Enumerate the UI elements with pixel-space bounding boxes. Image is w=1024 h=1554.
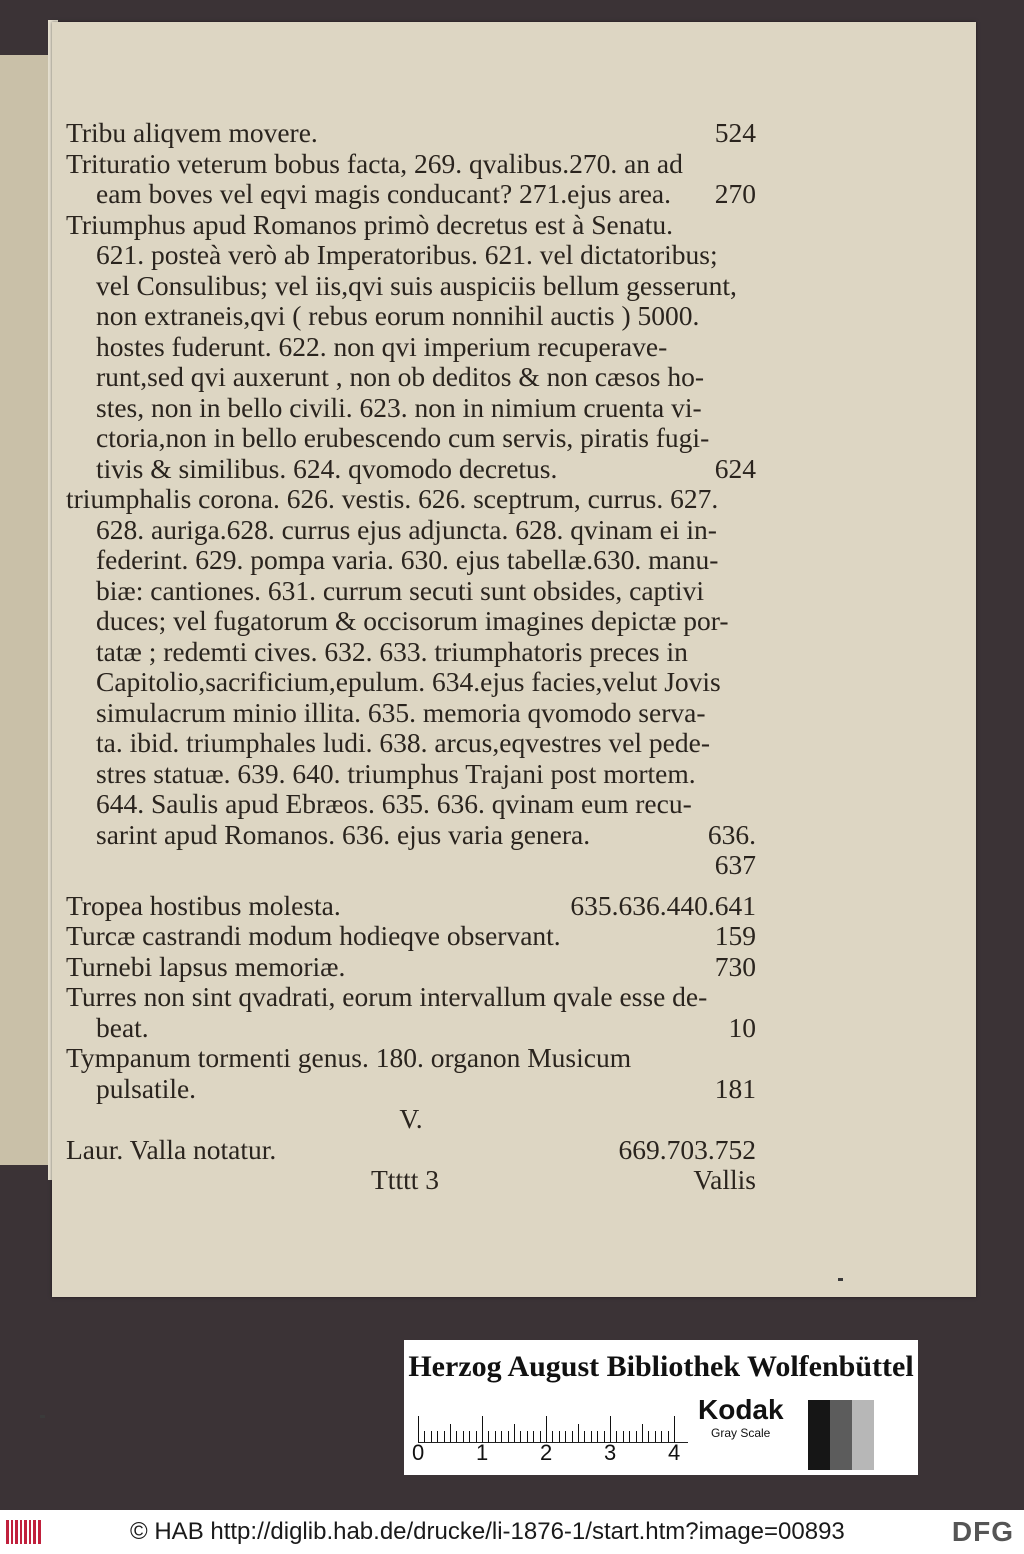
ruler-tick	[597, 1431, 598, 1442]
index-entry-text: tatæ ; redemti cives. 632. 633. triumphatoris preces in	[96, 635, 688, 667]
ruler-tick	[514, 1424, 515, 1442]
index-line	[66, 698, 756, 729]
index-line	[66, 240, 756, 271]
index-entry-text: stes, non in bello civili. 623. non in nimium cruenta vi-	[96, 391, 702, 423]
index-entry-text: Turres non sint qvadrati, eorum intervallum qvale esse de-	[66, 981, 708, 1012]
ruler-number: 3	[604, 1440, 617, 1465]
page-reference: 524	[714, 117, 756, 148]
index-text	[66, 118, 756, 1196]
index-line	[66, 1013, 756, 1044]
ruler-tick	[552, 1431, 553, 1442]
index-line	[66, 118, 756, 149]
paper-speck	[838, 1278, 843, 1281]
index-line	[66, 332, 756, 363]
index-line	[66, 1043, 756, 1074]
index-entry-text: Turcæ castrandi modum hodieqve observant.	[66, 920, 561, 951]
ruler-tick	[456, 1431, 457, 1442]
institution-name: Herzog August Bibliothek Wolfenbüttel	[408, 1350, 914, 1383]
ruler-tick	[648, 1431, 649, 1442]
index-line	[66, 301, 756, 332]
index-entry-text: 628. auriga.628. currus ejus adjuncta. 628. qvinam ei in-	[96, 513, 717, 545]
index-entry-text: ctoria,non in bello erubescendo cum servis, piratis fugi-	[96, 422, 710, 453]
page-reference: 624	[714, 452, 756, 484]
barcode-icon	[6, 1518, 44, 1546]
index-entry-text: vel Consulibus; vel iis,qvi suis auspiciis bellum gesserunt,	[96, 269, 737, 301]
paper-speck	[40, 1415, 45, 1418]
index-line	[66, 393, 756, 424]
ruler-tick	[444, 1431, 445, 1442]
index-line	[66, 423, 756, 454]
ruler-tick	[559, 1431, 560, 1442]
ruler	[418, 1402, 688, 1443]
ruler-tick	[642, 1424, 643, 1442]
ruler-tick	[533, 1431, 534, 1442]
index-entry-text: beat.	[96, 1011, 149, 1043]
book-page	[52, 22, 976, 1297]
ruler-tick	[450, 1424, 451, 1442]
ruler-tick	[674, 1416, 675, 1442]
ruler-tick	[584, 1431, 585, 1442]
index-entry-text: ta. ibid. triumphales ludi. 638. arcus,eqvestres vel pede-	[96, 727, 710, 758]
index-line	[66, 891, 756, 922]
page-reference: 636.	[707, 818, 756, 850]
index-entry-text: tivis & similibus. 624. qvomodo decretus.	[96, 452, 558, 484]
signature-line	[66, 1165, 756, 1196]
kodak-logo: Kodak	[698, 1394, 784, 1425]
ruler-number: 2	[540, 1440, 553, 1465]
index-entry-text: pulsatile.	[96, 1072, 197, 1104]
ruler-tick	[495, 1431, 496, 1442]
index-entry-text: triumphalis corona. 626. vestis. 626. sceptrum, currus. 627.	[66, 483, 719, 514]
ruler-tick	[527, 1431, 528, 1442]
index-line	[66, 362, 756, 393]
index-entry-text: 621. posteà verò ab Imperatoribus. 621. vel dictatoribus;	[96, 239, 718, 270]
ruler-tick	[572, 1431, 573, 1442]
index-entry-text: Trituratio veterum bobus facta, 269. qvalibus.270. an ad	[66, 147, 683, 179]
ruler-tick	[488, 1431, 489, 1442]
index-entry-text: eam boves vel eqvi magis conducant? 271.ejus area.	[96, 178, 672, 209]
index-line	[66, 667, 756, 698]
index-entry-text: Tropea hostibus molesta.	[66, 889, 341, 921]
index-line	[66, 921, 756, 952]
ruler-number: 1	[476, 1440, 489, 1465]
index-entry-text: runt,sed qvi auxerunt , non ob deditos & non cæsos ho-	[96, 361, 704, 392]
gray-swatch	[874, 1400, 896, 1470]
ruler-tick	[546, 1416, 547, 1442]
index-line	[66, 637, 756, 668]
source-url-link[interactable]: © HAB http://diglib.hab.de/drucke/li-1876-1/start.htm?image=00893	[130, 1518, 845, 1545]
index-entry-text: hostes fuderunt. 622. non qvi imperium recuperave-	[96, 330, 668, 362]
ruler-tick	[520, 1431, 521, 1442]
ruler-tick	[463, 1431, 464, 1442]
index-line	[66, 759, 756, 790]
page-reference: 270	[714, 178, 756, 209]
ruler-number: 0	[412, 1440, 425, 1465]
index-entry-text: Tribu aliqvem movere.	[66, 117, 318, 148]
gray-swatch	[808, 1400, 830, 1470]
catchword: Vallis	[693, 1164, 756, 1195]
index-line	[66, 728, 756, 759]
ruler-tick	[431, 1431, 432, 1442]
ruler-number: 4	[668, 1440, 681, 1465]
index-line	[66, 149, 756, 180]
index-entry-text: Tympanum tormenti genus. 180. organon Musicum	[66, 1042, 632, 1073]
ruler-tick	[629, 1431, 630, 1442]
dfg-logo: DFG	[951, 1516, 1014, 1547]
ruler-tick	[437, 1431, 438, 1442]
index-entry-text: stres statuæ. 639. 640. triumphus Trajani post mortem.	[96, 757, 696, 789]
ruler-tick	[424, 1431, 425, 1442]
index-line	[66, 576, 756, 607]
footer-bar	[0, 1510, 1024, 1554]
index-line	[66, 210, 756, 241]
ruler-tick	[655, 1431, 656, 1442]
ruler-tick	[469, 1431, 470, 1442]
page-reference: 637	[714, 849, 756, 880]
index-line	[66, 454, 756, 485]
index-line	[66, 271, 756, 302]
index-entry-text: non extraneis,qvi ( rebus eorum nonnihil auctis ) 5000.	[96, 300, 700, 331]
page-reference: 159	[714, 920, 756, 951]
ruler-tick	[482, 1416, 483, 1442]
index-line	[66, 789, 756, 820]
index-line	[66, 606, 756, 637]
index-line	[66, 820, 756, 851]
page-reference: 181	[714, 1072, 756, 1104]
gray-swatch	[852, 1400, 874, 1470]
ruler-tick	[508, 1431, 509, 1442]
ruler-tick	[661, 1431, 662, 1442]
index-line	[66, 515, 756, 546]
index-line	[66, 179, 756, 210]
ruler-tick	[501, 1431, 502, 1442]
index-entry-text: federint. 629. pompa varia. 630. ejus tabellæ.630. manu-	[96, 544, 719, 575]
index-line	[66, 952, 756, 983]
ruler-tick	[623, 1431, 624, 1442]
gray-scale-label: Gray Scale	[711, 1426, 771, 1440]
ruler-tick	[636, 1431, 637, 1442]
index-entry-text: simulacrum minio illita. 635. memoria qvomodo serva-	[96, 696, 706, 728]
section-letter: V.	[399, 1103, 423, 1134]
index-entry-text: Turnebi lapsus memoriæ.	[66, 950, 346, 982]
ruler-tick	[610, 1416, 611, 1442]
index-line	[66, 1074, 756, 1105]
page-reference: 730	[714, 950, 756, 982]
color-card	[404, 1340, 918, 1475]
index-entry-text: Laur. Valla notatur.	[66, 1133, 277, 1165]
index-line	[66, 1135, 756, 1166]
signature-mark: Ttttt 3	[371, 1164, 439, 1195]
page-reference: 635.636.440.641	[570, 889, 756, 921]
index-entry-text: sarint apud Romanos. 636. ejus varia genera.	[96, 818, 591, 850]
ruler-tick	[591, 1431, 592, 1442]
index-entry-text: 644. Saulis apud Ebræos. 635. 636. qvinam eum recu-	[96, 788, 692, 819]
ruler-tick	[565, 1431, 566, 1442]
page-reference: 10	[728, 1011, 756, 1043]
index-entry-text: biæ: cantiones. 631. currum secuti sunt obsides, captivi	[96, 574, 704, 606]
index-entry-text: Triumphus apud Romanos primò decretus est à Senatu.	[66, 208, 673, 240]
index-entry-text: duces; vel fugatorum & occisorum imagines depictæ por-	[96, 605, 729, 636]
index-line	[66, 982, 756, 1013]
page-reference: 669.703.752	[618, 1133, 756, 1165]
ruler-tick	[616, 1431, 617, 1442]
index-line	[66, 850, 756, 881]
index-entry-text: Capitolio,sacrificium,epulum. 634.ejus facies,velut Jovis	[96, 666, 721, 697]
index-line	[66, 484, 756, 515]
ruler-tick	[418, 1416, 419, 1442]
gray-swatch	[830, 1400, 852, 1470]
index-line	[66, 545, 756, 576]
ruler-tick	[578, 1424, 579, 1442]
